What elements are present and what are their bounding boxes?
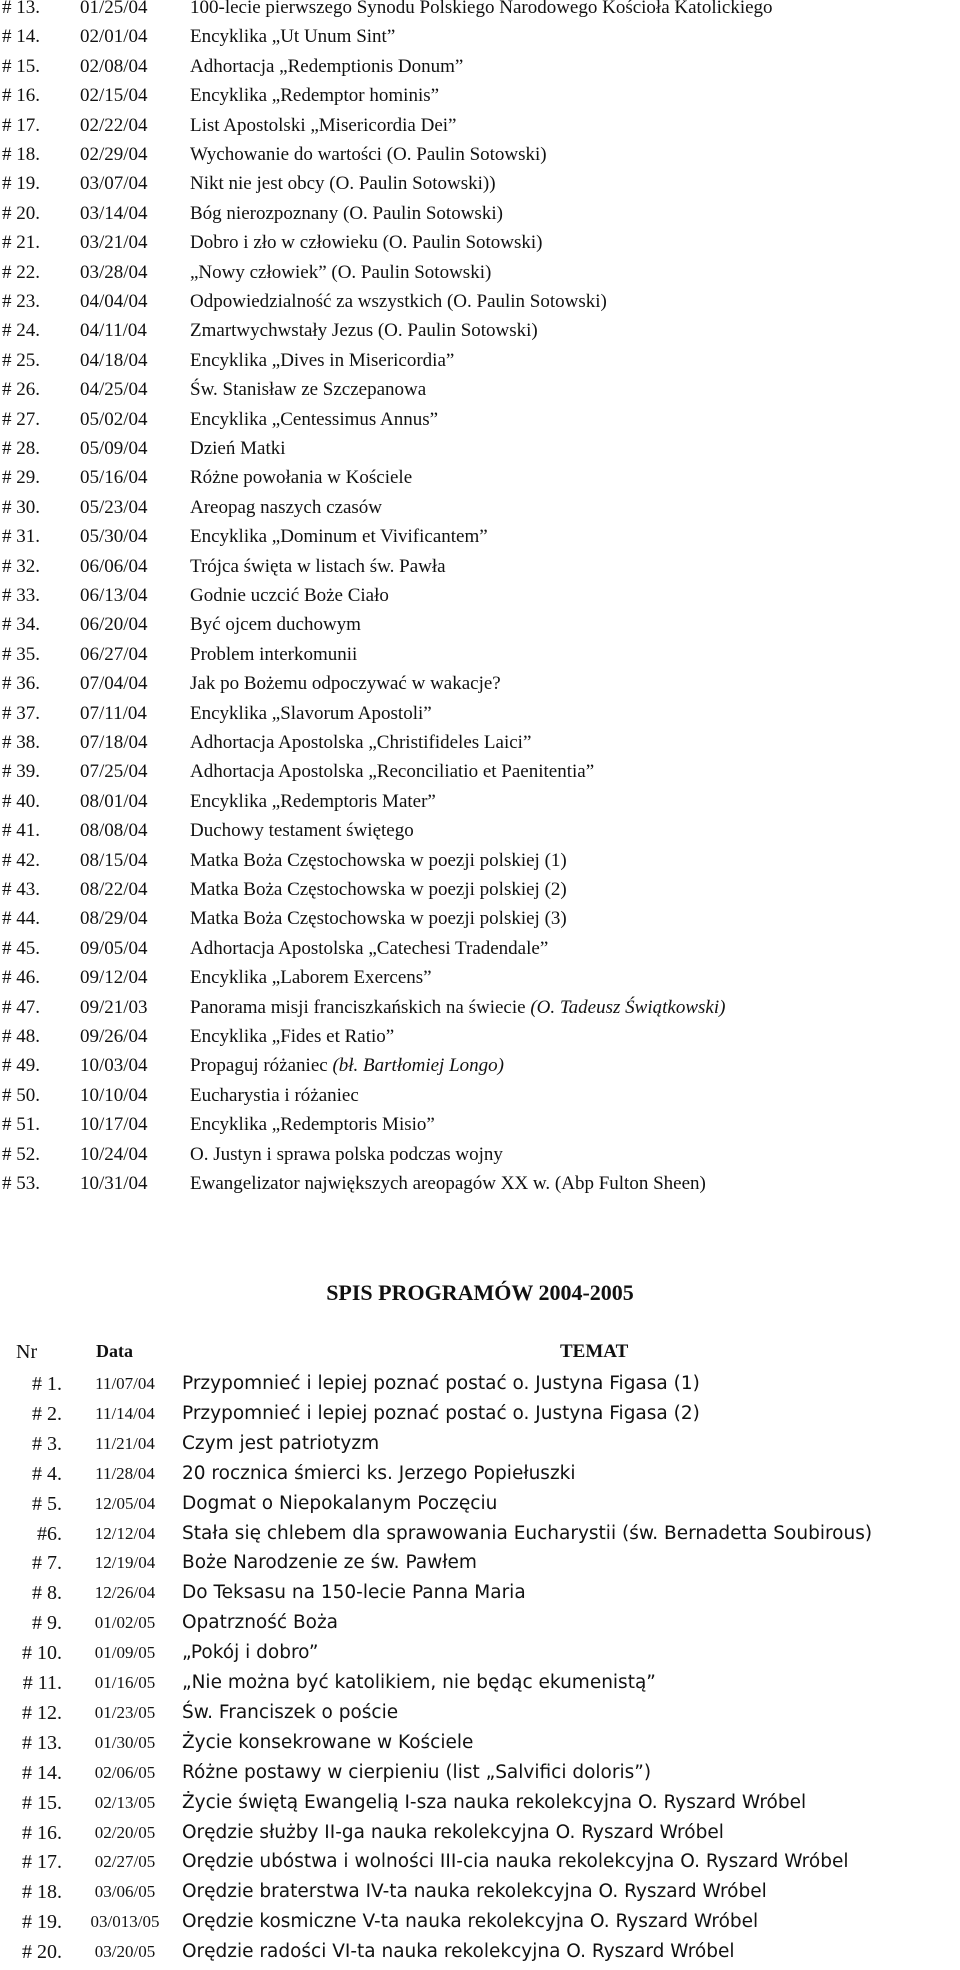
item-number: # 37. [2, 702, 40, 724]
item-topic [190, 817, 414, 845]
column-header-temat: TEMAT [560, 1341, 629, 1362]
item-topic-text: Orędzie ubóstwa i wolności III-cia nauka rekolekcyjna O. Ryszard Wróbel [182, 1851, 849, 1873]
item-date: 02/08/04 [80, 55, 148, 77]
item-date: 01/09/05 [94, 1643, 156, 1663]
item-number: # 19. [22, 1911, 62, 1934]
item-date: 05/02/04 [80, 408, 148, 430]
item-topic [190, 494, 382, 522]
item-topic-text: Matka Boża Częstochowska w poezji polskiej (2) [190, 879, 567, 900]
item-number: # 40. [2, 790, 40, 812]
item-date: 05/23/04 [80, 496, 148, 518]
item-number: # 16. [2, 85, 40, 107]
item-topic [190, 53, 463, 81]
item-topic-text: Encyklika „Centessimus Annus” [190, 408, 439, 430]
item-topic [182, 1877, 767, 1907]
item-date: 12/12/04 [94, 1523, 156, 1543]
item-topic-text: Do Teksasu na 150-lecie Panna Maria [182, 1582, 526, 1604]
item-number: # 53. [2, 1173, 40, 1194]
item-topic-text: Przypomnieć i lepiej poznać postać o. Justyna Figasa (2) [182, 1402, 700, 1424]
item-topic [182, 1369, 700, 1399]
item-topic-text: Propaguj różaniec [190, 1055, 328, 1077]
item-topic [190, 1170, 706, 1198]
item-number: # 19. [2, 173, 40, 195]
item-topic [190, 553, 446, 581]
item-topic [190, 112, 456, 140]
item-date: 12/19/04 [94, 1553, 156, 1573]
item-topic [190, 1023, 394, 1051]
item-topic-text: Stała się chlebem dla sprawowania Eucharystii (św. Bernadetta Soubirous) [182, 1522, 873, 1544]
item-date: 08/15/04 [80, 849, 148, 871]
item-topic [190, 729, 531, 757]
item-topic-text: Trójca święta w listach św. Pawła [190, 555, 446, 577]
item-topic-text: Problem interkomunii [190, 643, 358, 665]
item-topic-text: Matka Boża Częstochowska w poezji polskiej (1) [190, 849, 567, 871]
item-number: # 46. [2, 967, 40, 989]
item-topic [182, 1519, 872, 1549]
item-number: # 48. [2, 1026, 40, 1047]
item-number: # 13. [2, 0, 40, 18]
column-header-date: Data [96, 1341, 133, 1361]
item-date: 02/06/05 [94, 1762, 156, 1782]
item-topic-text: Różne powołania w Kościele [190, 467, 413, 489]
item-number: # 16. [22, 1821, 62, 1844]
item-date: 09/21/03 [80, 996, 148, 1018]
item-number: # 42. [2, 849, 40, 871]
item-date: 04/25/04 [80, 379, 148, 401]
item-topic-text: Św. Stanisław ze Szczepanowa [190, 379, 427, 401]
item-topic-text: Orędzie radości VI-ta nauka rekolekcyjna O. Ryszard Wróbel [182, 1941, 735, 1963]
item-date: 02/22/04 [80, 114, 148, 136]
item-topic-text: Życie świętą Ewangelią I-sza nauka rekolekcyjna O. Ryszard Wróbel [182, 1791, 807, 1813]
item-date: 11/21/04 [95, 1433, 155, 1453]
item-topic-text: Encyklika „Laborem Exercens” [190, 967, 432, 989]
item-date: 06/20/04 [80, 614, 148, 636]
item-topic-text: Matka Boża Częstochowska w poezji polskiej (3) [190, 908, 567, 930]
item-topic [190, 23, 395, 51]
item-topic [182, 1907, 758, 1937]
item-topic [190, 611, 361, 639]
item-topic-text: Areopag naszych czasów [190, 496, 383, 518]
item-number: # 41. [2, 820, 40, 842]
item-topic [190, 1111, 435, 1139]
item-topic [190, 1052, 504, 1080]
item-number: # 17. [22, 1851, 62, 1874]
item-topic-text: Panorama misji franciszkańskich na świecie [190, 996, 526, 1018]
item-topic-note: (O. Tadeusz Świątkowski) [530, 996, 726, 1018]
item-date: 02/01/04 [80, 26, 148, 48]
item-date: 12/05/04 [94, 1493, 156, 1513]
item-topic-text: 100-lecie pierwszego Synodu Polskiego Narodowego Kościoła Katolickiego [190, 0, 773, 18]
item-topic-text: Orędzie braterstwa IV-ta nauka rekolekcyjna O. Ryszard Wróbel [182, 1881, 767, 1903]
item-topic-text: Nikt nie jest obcy (O. Paulin Sotowski)) [190, 173, 496, 195]
item-topic [190, 464, 412, 492]
item-topic-text: Encyklika „Dives in Misericordia” [190, 349, 455, 371]
item-date: 01/25/04 [80, 0, 148, 18]
item-date: 09/05/04 [80, 937, 148, 959]
item-number: # 15. [2, 55, 40, 77]
item-number: # 30. [2, 496, 40, 518]
item-date: 03/14/04 [80, 202, 148, 224]
item-date: 10/17/04 [80, 1114, 148, 1136]
item-topic [190, 406, 438, 434]
item-topic-text: Orędzie służby II-ga nauka rekolekcyjna O. Ryszard Wróbel [182, 1821, 724, 1843]
item-number: # 34. [2, 614, 40, 636]
item-date: 06/27/04 [80, 643, 148, 665]
item-date: 10/24/04 [80, 1143, 148, 1165]
item-topic [182, 1489, 497, 1519]
item-topic [190, 170, 496, 198]
item-topic [190, 259, 491, 287]
item-topic [190, 582, 389, 610]
item-date: 11/14/04 [95, 1403, 155, 1423]
item-date: 07/18/04 [80, 732, 148, 753]
item-date: 11/07/04 [95, 1374, 155, 1393]
item-topic [190, 1141, 503, 1169]
item-number: # 2. [32, 1402, 62, 1425]
item-number: # 27. [2, 408, 40, 430]
item-number: # 17. [2, 114, 40, 136]
item-date: 02/20/05 [94, 1822, 156, 1842]
item-date: 12/26/04 [94, 1583, 156, 1603]
item-topic-text: Przypomnieć i lepiej poznać postać o. Justyna Figasa (1) [182, 1373, 700, 1394]
item-topic-text: Encyklika „Fides et Ratio” [190, 1026, 395, 1047]
item-date: 02/29/04 [80, 144, 148, 165]
item-topic [190, 229, 543, 257]
item-date: 03/07/04 [80, 173, 148, 195]
item-number: #6. [37, 1522, 62, 1545]
item-topic-text: Odpowiedzialność za wszystkich (O. Paulin Sotowski) [190, 291, 607, 312]
item-topic-text: Adhortacja Apostolska „Catechesi Tradendale” [190, 937, 549, 959]
item-number: # 31. [2, 526, 40, 548]
item-date: 09/12/04 [80, 967, 148, 989]
item-topic-text: Encyklika „Redemptor hominis” [190, 85, 440, 107]
item-number: # 13. [22, 1731, 62, 1754]
item-topic-text: Życie konsekrowane w Kościele [182, 1731, 474, 1753]
item-date: 07/04/04 [80, 673, 148, 695]
item-number: # 20. [22, 1941, 62, 1964]
item-number: # 5. [32, 1492, 62, 1515]
section-title: SPIS PROGRAMÓW 2004-2005 [326, 1280, 634, 1305]
item-number: # 7. [32, 1552, 62, 1575]
item-topic [190, 1082, 359, 1110]
item-date: 04/04/04 [80, 291, 148, 312]
item-number: # 32. [2, 555, 40, 577]
item-topic-text: Adhortacja „Redemptionis Donum” [190, 55, 464, 77]
item-date: 08/22/04 [80, 879, 148, 900]
item-topic [190, 935, 548, 963]
item-topic-text: Encyklika „Slavorum Apostoli” [190, 702, 432, 724]
item-number: # 33. [2, 585, 40, 606]
item-date: 03/21/04 [80, 232, 148, 254]
item-number: # 47. [2, 996, 40, 1018]
item-date: 07/25/04 [80, 761, 148, 783]
item-number: # 21. [2, 232, 40, 254]
item-topic [182, 1548, 477, 1578]
item-topic [190, 317, 538, 345]
item-number: # 1. [32, 1373, 62, 1395]
item-topic-text: Być ojcem duchowym [190, 614, 361, 636]
item-topic-text: Adhortacja Apostolska „Reconciliatio et Paenitentia” [190, 761, 595, 783]
item-topic-text: Godnie uczcić Boże Ciało [190, 585, 389, 606]
item-number: # 18. [22, 1881, 62, 1904]
item-number: # 35. [2, 643, 40, 665]
item-topic [182, 1608, 338, 1638]
item-number: # 26. [2, 379, 40, 401]
item-number: # 39. [2, 761, 40, 783]
item-date: 01/23/05 [94, 1702, 156, 1722]
item-topic-text: Eucharystia i różaniec [190, 1084, 359, 1106]
item-date: 01/16/05 [94, 1673, 156, 1692]
item-number: # 28. [2, 438, 40, 459]
item-topic [190, 905, 567, 933]
item-date: 06/13/04 [80, 585, 148, 606]
item-topic-text: Ewangelizator największych areopagów XX w. (Abp Fulton Sheen) [190, 1173, 706, 1194]
item-number: # 36. [2, 673, 40, 695]
item-number: # 12. [22, 1701, 62, 1724]
item-date: 02/13/05 [94, 1792, 156, 1812]
item-number: # 44. [2, 908, 40, 930]
item-topic [190, 700, 432, 728]
item-number: # 24. [2, 320, 40, 342]
item-topic-text: Dobro i zło w człowieku (O. Paulin Sotowski) [190, 232, 543, 254]
item-topic [190, 876, 567, 904]
item-topic [182, 1459, 576, 1489]
item-topic [190, 847, 567, 875]
item-number: # 11. [22, 1672, 62, 1694]
item-number: # 45. [2, 937, 40, 959]
item-topic [190, 82, 439, 110]
item-number: # 4. [32, 1462, 62, 1485]
item-topic [182, 1668, 656, 1698]
item-date: 04/18/04 [80, 349, 148, 371]
item-date: 03/20/05 [94, 1942, 156, 1962]
item-topic [190, 641, 357, 669]
item-topic-text: Różne postawy w cierpieniu (list „Salvifici doloris”) [182, 1761, 652, 1783]
item-number: # 29. [2, 467, 40, 489]
item-number: # 23. [2, 291, 40, 312]
item-date: 01/30/05 [94, 1732, 156, 1752]
item-topic-text: Jak po Bożemu odpoczywać w wakacje? [190, 673, 501, 695]
item-topic [182, 1937, 734, 1967]
item-topic [190, 964, 432, 992]
item-date: 03/06/05 [94, 1882, 156, 1902]
item-date: 08/01/04 [80, 790, 148, 812]
item-topic [182, 1429, 379, 1459]
item-number: # 52. [2, 1143, 40, 1165]
item-topic [182, 1399, 700, 1429]
item-date: 10/03/04 [80, 1055, 148, 1077]
item-date: 05/09/04 [80, 438, 148, 459]
item-number: # 18. [2, 144, 40, 165]
item-number: # 10. [22, 1642, 62, 1665]
item-topic [190, 347, 454, 375]
item-topic-text: Św. Franciszek o poście [182, 1701, 399, 1723]
item-topic-note: (bł. Bartłomiej Longo) [332, 1055, 504, 1077]
item-date: 09/26/04 [80, 1026, 148, 1047]
item-topic-text: Czym jest patriotyzm [182, 1432, 380, 1454]
item-number: # 25. [2, 349, 40, 371]
item-topic [182, 1818, 724, 1848]
item-topic [190, 376, 426, 404]
item-number: # 50. [2, 1084, 40, 1106]
item-date: 10/10/04 [80, 1084, 148, 1106]
item-topic [190, 523, 488, 551]
item-number: # 8. [32, 1582, 62, 1605]
item-number: # 14. [2, 26, 40, 48]
item-topic [190, 435, 286, 463]
item-number: # 22. [2, 261, 40, 283]
item-date: 07/11/04 [80, 702, 147, 724]
item-number: # 15. [22, 1791, 62, 1814]
item-topic-text: 20 rocznica śmierci ks. Jerzego Popiełuszki [182, 1462, 576, 1484]
item-topic-text: „Nie można być katolikiem, nie będąc ekumenistą” [182, 1672, 656, 1693]
item-number: # 38. [2, 732, 40, 753]
item-topic-text: Encyklika „Ut Unum Sint” [190, 26, 396, 48]
item-topic-text: List Apostolski „Misericordia Dei” [190, 114, 457, 136]
item-topic-text: Opatrzność Boża [182, 1612, 339, 1634]
column-header-nr: Nr [16, 1341, 38, 1363]
item-topic-text: Dzień Matki [190, 438, 286, 459]
item-topic [190, 788, 436, 816]
item-topic [182, 1847, 848, 1877]
item-number: # 14. [22, 1761, 62, 1784]
item-topic [182, 1698, 398, 1728]
item-date: 02/27/05 [94, 1852, 156, 1872]
item-topic-text: Adhortacja Apostolska „Christifideles Laici” [190, 732, 532, 753]
item-date: 05/16/04 [80, 467, 148, 489]
item-topic [190, 200, 503, 228]
item-topic-text: Orędzie kosmiczne V-ta nauka rekolekcyjna O. Ryszard Wróbel [182, 1911, 759, 1933]
item-date: 10/31/04 [80, 1173, 148, 1194]
item-topic-text: „Nowy człowiek” (O. Paulin Sotowski) [190, 261, 492, 283]
item-number: # 43. [2, 879, 40, 900]
item-topic-text: Dogmat o Niepokalanym Poczęciu [182, 1492, 498, 1514]
item-topic-text: Boże Narodzenie ze św. Pawłem [182, 1552, 477, 1574]
item-date: 05/30/04 [80, 526, 148, 548]
item-date: 08/29/04 [80, 908, 148, 930]
item-date: 02/15/04 [80, 85, 148, 107]
item-topic-text: Encyklika „Redemptoris Misio” [190, 1114, 435, 1136]
item-topic [190, 994, 725, 1022]
item-topic-text: Wychowanie do wartości (O. Paulin Sotowski) [190, 144, 547, 165]
item-topic-text: O. Justyn i sprawa polska podczas wojny [190, 1143, 503, 1165]
item-date: 04/11/04 [80, 320, 147, 342]
item-topic [190, 0, 773, 22]
item-date: 11/28/04 [95, 1463, 155, 1483]
item-number: # 20. [2, 202, 40, 224]
item-topic [190, 141, 547, 169]
item-topic [190, 288, 607, 316]
item-topic [182, 1578, 526, 1608]
item-topic-text: Encyklika „Redemptoris Mater” [190, 790, 436, 812]
item-number: # 9. [32, 1612, 62, 1635]
item-topic-text: Bóg nierozpoznany (O. Paulin Sotowski) [190, 202, 503, 224]
item-topic-text: „Pokój i dobro” [182, 1642, 319, 1664]
item-number: # 3. [32, 1432, 62, 1455]
item-topic-text: Zmartwychwstały Jezus (O. Paulin Sotowski) [190, 320, 538, 342]
item-topic [182, 1638, 318, 1668]
item-date: 03/28/04 [80, 261, 148, 283]
item-date: 03/013/05 [90, 1912, 160, 1932]
item-date: 06/06/04 [80, 555, 148, 577]
item-topic [182, 1758, 651, 1788]
item-number: # 51. [2, 1114, 40, 1136]
item-topic [182, 1788, 806, 1818]
item-topic [190, 758, 594, 786]
item-topic-text: Duchowy testament świętego [190, 820, 414, 842]
item-date: 08/08/04 [80, 820, 148, 842]
item-topic [182, 1728, 473, 1758]
item-topic [190, 670, 501, 698]
item-date: 01/02/05 [94, 1613, 156, 1633]
item-topic-text: Encyklika „Dominum et Vivificantem” [190, 526, 488, 548]
item-number: # 49. [2, 1055, 40, 1077]
